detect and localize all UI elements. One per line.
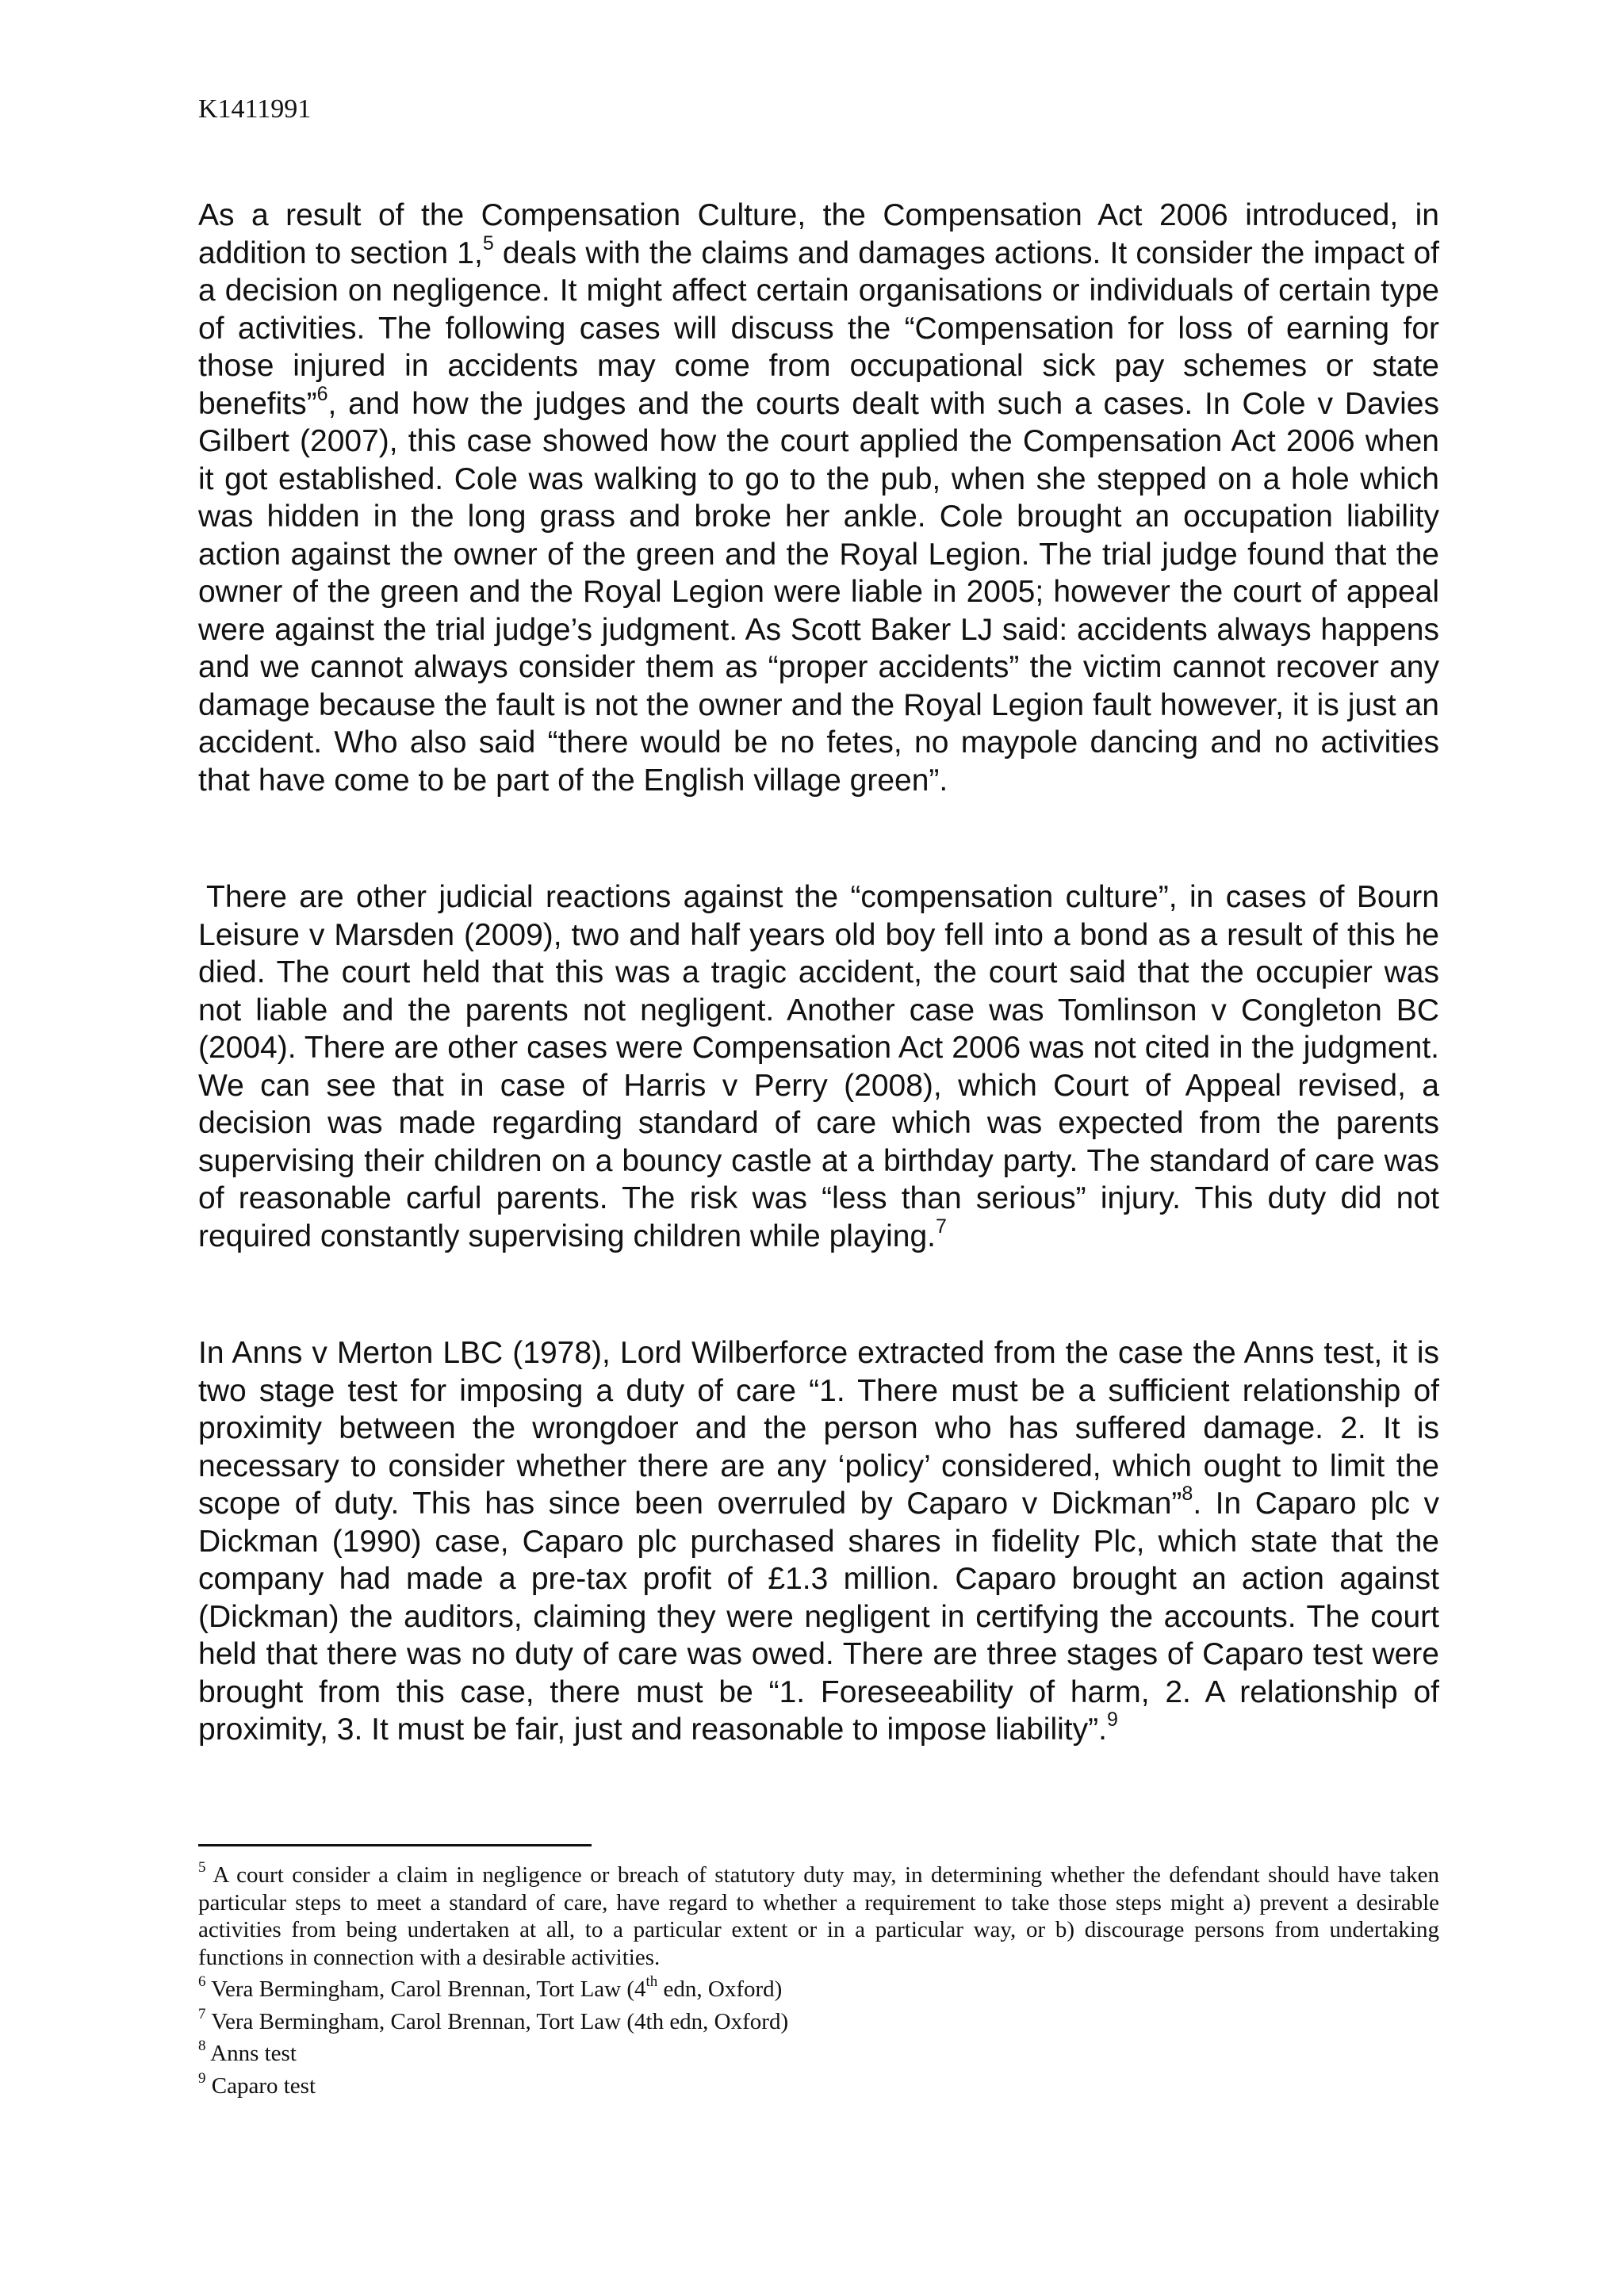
student-id: K1411991 <box>198 94 312 124</box>
text-run: deals with the claims and damages actions. It consider the impact of a decision on negligence. It might affect certain organisations or individuals of certain type of activities. The following cases will discuss the “Compensation for loss of earning for those injured in accidents may come from occupational sick pay schemes or state benefits” <box>198 235 1439 421</box>
text-run: As a result of the Compensation Culture, the Compensation Act 2006 introduced, in addition to section 1, <box>198 198 1439 270</box>
text-run: , and how the judges and the courts dealt with such a cases. In Cole v Davies Gilbert (2007), this case showed how the court applied the Compensation Act 2006 when it got established. Cole was walking to go to the pub, when she stepped on a hole which was hidden in the long grass and broke her ankle. Cole brought an occupation liability action against the owner of the green and the Royal Legion. The trial judge found that the owner of the green and the Royal Legion were liable in 2005; however the court of appeal were against the trial judge’s judgment. As Scott Baker LJ said: accidents always happens and we cannot always consider them as “proper accidents” the victim cannot recover any damage because the fault is not the owner and the Royal Legion fault however, it is just an accident. Who also said “there would be no fetes, no maypole dancing and no activities that have come to be part of the English village green”. <box>198 386 1439 798</box>
footnote-ref: 6 <box>316 382 328 405</box>
footnote <box>198 1973 1439 2003</box>
footnote <box>198 2040 1439 2068</box>
footnote <box>198 1859 1439 1971</box>
footnote-ref: 7 <box>936 1215 947 1238</box>
footnote-number: 7 <box>198 2005 206 2022</box>
footnote-separator <box>198 1844 592 1846</box>
footnote-text: Caparo test <box>205 2072 316 2099</box>
footnote <box>198 2005 1439 2036</box>
paragraph <box>198 1334 1439 1749</box>
footnote-text: A court consider a claim in negligence or breach of statutory duty may, in determining whether the defendant should have taken particular steps to meet a standard of care, have regard to whether a requirement to take those steps might a) prevent a desirable activities from being undertaken at all, to a particular extent or in a particular way, or b) discourage persons from undertaking functions in connection with a desirable activities. <box>198 1862 1439 1970</box>
footnote-text: Vera Bermingham, Carol Brennan, Tort Law (4th edn, Oxford) <box>205 2008 789 2034</box>
footnotes <box>198 1859 1439 2104</box>
footnote-number: 9 <box>198 2069 206 2087</box>
footnote <box>198 2069 1439 2100</box>
text-run: . In Caparo plc v Dickman (1990) case, Caparo plc purchased shares in fidelity Plc, which state that the company had made a pre-tax profit of £1.3 million. Caparo brought an action against (Dickman) the auditors, claiming they were negligent in certifying the accounts. The court held that there was no duty of care was owed. There are three stages of Caparo test were brought from this case, there must be “1. Foreseeability of harm, 2. A relationship of proximity, 3. It must be fair, just and reasonable to impose liability”. <box>198 1487 1440 1747</box>
text-run: In Anns v Merton LBC (1978), Lord Wilberforce extracted from the case the Anns test, it is two stage test for imposing a duty of care “1. There must be a sufficient relationship of proximity between the wrongdoer and the person who has suffered damage. 2. It is necessary to consider whether there are any ‘policy’ considered, which ought to limit the scope of duty. This has since been overruled by Caparo v Dickman” <box>198 1336 1439 1521</box>
text-run: There are other judicial reactions against the “compensation culture”, in cases of Bourn Leisure v Marsden (2009), two and half years old boy fell into a bond as a result of this he died. The court held that this was a tragic accident, the court said that the occupier was not liable and the parents not negligent. Another case was Tomlinson v Congleton BC (2004). There are other cases were Compensation Act 2006 was not cited in the judgment. We can see that in case of Harris v Perry (2008), which Court of Appeal revised, a decision was made regarding standard of care which was expected from the parents supervising their children on a bouncy castle at a birthday party. The standard of care was of reasonable carful parents. The risk was “less than serious” injury. This duty did not required constantly supervising children while playing. <box>198 880 1439 1253</box>
footnote-ref: 8 <box>1182 1483 1193 1505</box>
footnote-text: edn, Oxford) <box>657 1976 783 2002</box>
footnote-number: 8 <box>198 2038 206 2055</box>
paragraph <box>198 197 1439 799</box>
footnote-text: Vera Bermingham, Carol Brennan, Tort Law (4 <box>205 1976 646 2002</box>
paragraph <box>198 878 1439 1255</box>
footnote-number: 6 <box>198 1973 206 1991</box>
footnote-ref: 9 <box>1106 1709 1118 1731</box>
footnote-text: Anns test <box>205 2041 297 2066</box>
footnote-ref: 5 <box>482 232 494 254</box>
footnote-number: 5 <box>198 1859 206 1877</box>
footnote-superscript: th <box>645 1973 658 1991</box>
